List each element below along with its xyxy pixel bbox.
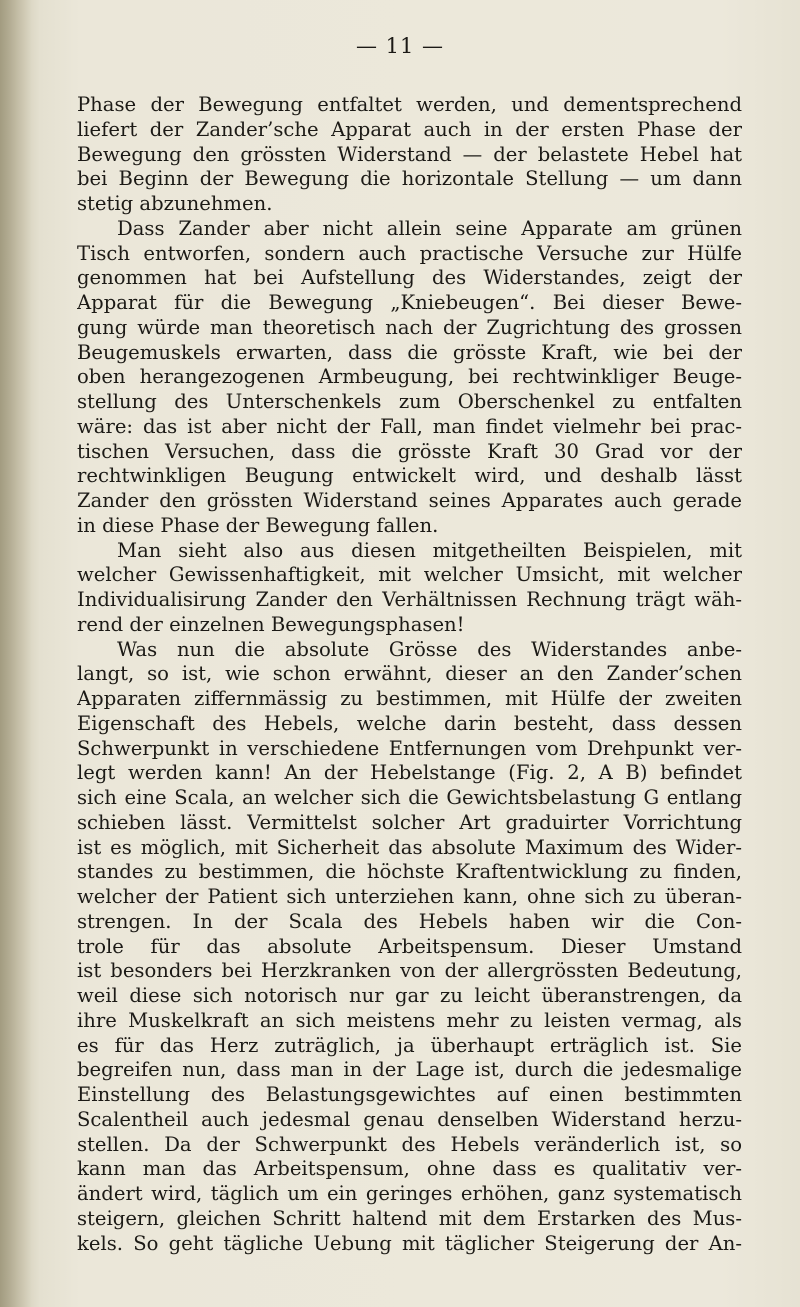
text-line: ist es möglich, mit Sicherheit das absolute Maximum des Wider- — [77, 835, 742, 859]
text-line: stellen. Da der Schwerpunkt des Hebels veränderlich ist, so — [77, 1132, 742, 1156]
text-line: stetig abzunehmen. — [77, 192, 273, 215]
text-line: weil diese sich notorisch nur gar zu leicht überanstrengen, da — [77, 984, 742, 1007]
text-line: begreifen nun, dass man in der Lage ist, durch die jedesmalige — [77, 1058, 742, 1082]
text-line: Scalentheil auch jedesmal genau denselben Widerstand herzu- — [77, 1107, 742, 1131]
text-line: Schwerpunkt in verschiedene Entfernungen vom Drehpunkt ver- — [77, 736, 742, 760]
text-line: Phase der Bewegung entfaltet werden, und dementsprechend — [77, 93, 742, 116]
text-line: Bewegung den grössten Widerstand — der belastete Hebel hat — [77, 142, 742, 166]
text-line: genommen hat bei Aufstellung des Widerstandes, zeigt der — [77, 266, 742, 290]
text-line: tischen Versuchen, dass die grösste Kraft 30 Grad vor der — [77, 439, 742, 463]
text-line: kann man das Arbeitspensum, ohne dass es qualitativ ver- — [77, 1157, 742, 1181]
text-line: ihre Muskelkraft an sich meistens mehr zu leisten vermag, als — [77, 1008, 742, 1032]
text-line: ist besonders bei Herzkranken von der allergrössten Bedeutung, — [77, 959, 742, 983]
text-line: bei Beginn der Bewegung die horizontale Stellung — um dann — [77, 167, 742, 191]
text-line: Beugemuskels erwarten, dass die grösste Kraft, wie bei der — [77, 340, 742, 364]
text-line: langt, so ist, wie schon erwähnt, dieser an den Zander’schen — [77, 662, 742, 686]
text-line: gung würde man theoretisch nach der Zugrichtung des grossen — [77, 315, 742, 339]
text-line: Zander den grössten Widerstand seines Apparates auch gerade — [77, 489, 742, 512]
text-line: Eigenschaft des Hebels, welche darin besteht, dass dessen — [77, 711, 742, 735]
text-line: Tisch entworfen, sondern auch practische Versuche zur Hülfe — [77, 241, 742, 265]
text-line: Individualisirung Zander den Verhältnissen Rechnung trägt wäh- — [77, 588, 742, 611]
text-line: standes zu bestimmen, die höchste Kraftentwicklung zu finden, — [77, 860, 742, 884]
text-line: oben herangezogenen Armbeugung, bei rechtwinkliger Beuge- — [77, 365, 742, 389]
body-text — [77, 93, 742, 1256]
text-line: stellung des Unterschenkels zum Oberschenkel zu entfalten — [77, 390, 742, 413]
text-line: Man sieht also aus diesen mitgetheilten Beispielen, mit — [117, 538, 742, 562]
text-line: es für das Herz zuträglich, ja überhaupt erträglich ist. Sie — [77, 1033, 742, 1057]
text-line: kels. So geht tägliche Uebung mit täglicher Steigerung der An- — [77, 1231, 742, 1255]
text-line: steigern, gleichen Schritt haltend mit dem Erstarken des Mus- — [77, 1206, 742, 1230]
text-line: Apparat für die Bewegung „Kniebeugen“. Bei dieser Bewe- — [77, 291, 742, 314]
text-line: schieben lässt. Vermittelst solcher Art graduirter Vorrichtung — [77, 810, 742, 834]
page-number: — 11 — — [355, 34, 445, 58]
text-line: trole für das absolute Arbeitspensum. Dieser Umstand — [77, 934, 742, 958]
text-line: rend der einzelnen Bewegungsphasen! — [77, 612, 465, 636]
text-line: Was nun die absolute Grösse des Widerstandes anbe- — [117, 637, 742, 661]
text-line: welcher Gewissenhaftigkeit, mit welcher Umsicht, mit welcher — [77, 563, 742, 587]
text-line: in diese Phase der Bewegung fallen. — [77, 513, 439, 537]
text-line: ändert wird, täglich um ein geringes erhöhen, ganz systematisch — [77, 1182, 742, 1205]
text-line: Einstellung des Belastungsgewichtes auf einen bestimmten — [77, 1083, 742, 1106]
text-line: wäre: das ist aber nicht der Fall, man findet vielmehr bei prac- — [77, 414, 742, 438]
text-line: liefert der Zander’sche Apparat auch in der ersten Phase der — [77, 117, 742, 141]
text-line: rechtwinkligen Beugung entwickelt wird, und deshalb lässt — [77, 464, 742, 488]
text-line: Apparaten ziffernmässig zu bestimmen, mit Hülfe der zweiten — [77, 687, 742, 710]
text-line: Dass Zander aber nicht allein seine Apparate am grünen — [117, 216, 742, 240]
spine-shadow — [0, 0, 32, 1307]
text-line: welcher der Patient sich unterziehen kann, ohne sich zu überan- — [77, 885, 742, 908]
text-line: sich eine Scala, an welcher sich die Gewichtsbelastung G entlang — [77, 786, 742, 809]
text-line: legt werden kann! An der Hebelstange (Fig. 2, A B) befindet — [77, 761, 742, 785]
text-line: strengen. In der Scala des Hebels haben wir die Con- — [77, 909, 742, 933]
